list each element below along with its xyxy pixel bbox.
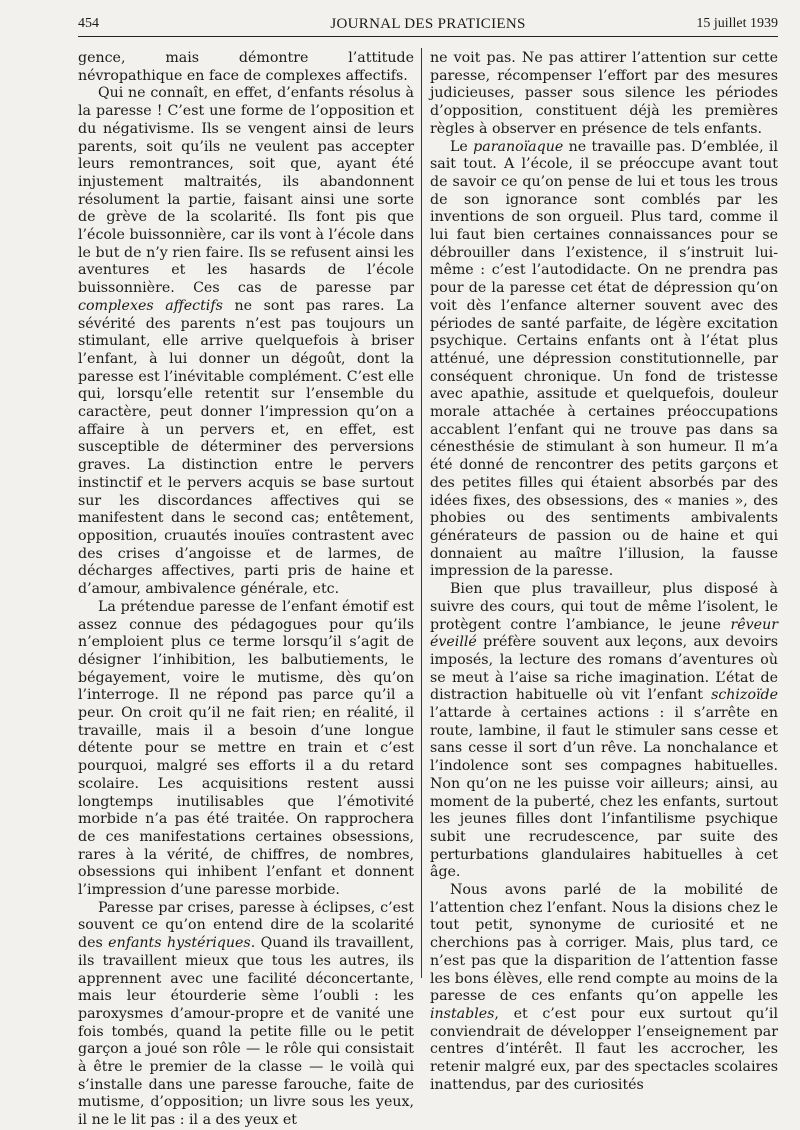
text-run: ne travaille pas. D’emblée, il sait tout. A l’école, il se préoccupe avant tout de savoir ce qu’on pense de lui et tous les trous de son ignorance sont comblés par les inventions de son orgueil. Plus tard, comme il lui faut bien certaines connaissances pour se débrouiller dans l’existence, il s’instruit lui-même : c’est l’autodidacte. On ne prendra pas pour de la paresse cet état de dépression qu’on voit dès l’enfance alterner souvent avec des périodes de santé parfaite, de légère excitation psychique. Certains enfants ont à l’état plus atténué, une dépression constitutionnelle, par conséquent chronique. Un fond de tristesse avec apathie, assitude et quelquefois, douleur morale attachée à certaines préoccupations accablent l’enfant qui ne trouve pas dans sa cénesthésie de stimulant à son humeur. Il m’a été donné de rencontrer des petits garçons et des petites filles qui étaient absorbés par des idées fixes, des obsessions, des « manies », des phobies ou des sentiments ambivalents générateurs de passion ou de haine et qui donnaient au maître l’illusion, la fausse impression de la paresse.: [430, 138, 778, 580]
text-run: l’attarde à certaines actions : il s’arrête en route, lambine, il faut le stimuler sans cesse et sans cesse il sort d’un rêve. La nonchalance et l’indolence sont ses compagnes habituelles. Non qu’on ne les puisse voir ailleurs; ainsi, au moment de la puberté, chez les enfants, surtout les jeunes filles dont l’infantilisme psychique subit une recrudescence, par suite des perturbations glandulaires habituelles à cet âge.: [430, 705, 778, 881]
italic-term: schizoïde: [711, 687, 778, 704]
text-run: Qui ne connaît, en effet, d’enfants résolus à la paresse ! C’est une forme de l’opposition et du négativisme. Ils se vengent ainsi de leurs parents, soit qu’ils ne veulent pas accepter leurs remontrances, soit que, ayant été injustement maltraités, ils abandonnent résolument la partie, faisant ainsi une sorte de grève de la scolarité. Ils font pis que l’école buissonnière, car ils vont à l’école dans le but de n’y rien faire. Ils se refusent ainsi les aventures et les hasards de l’école buissonnière. Ces cas de paresse par: [78, 85, 414, 297]
paragraph: [430, 882, 778, 1094]
italic-term: rêveur éveillé: [430, 616, 778, 651]
right-column: [430, 50, 778, 1094]
text-run: Bien que plus travailleur, plus disposé à suivre des cours, qui tout de même l’isolent, le protègent contre l’ambiance, le jeune: [430, 581, 778, 633]
left-column: [78, 50, 414, 1130]
page-number: 454: [78, 16, 99, 31]
text-run: ne voit pas. Ne pas attirer l’attention sur cette paresse, récompenser l’effort par des mesures judicieuses, passer sous silence les périodes d’opposition, constituent déjà les premières règles à observer en présence de tels enfants.: [430, 50, 778, 137]
column-divider: [421, 48, 422, 978]
text-run: Paresse par crises, paresse à éclipses, c’est souvent ce qu’on entend dire de la scolarité des: [78, 899, 414, 952]
paragraph: [78, 599, 414, 900]
paragraph: [78, 50, 414, 85]
paragraph: [430, 139, 778, 582]
text-run: ne sont pas rares. La sévérité des parents n’est pas toujours un stimulant, elle arrive quelquefois à briser l’enfant, à lui donner un dégoût, dont la paresse est l’inévitable complément. C’est elle qui, lorsqu’elle retentit sur l’ensemble du caractère, peut donner l’impression qu’on a affaire à un pervers et, en effet, est susceptible de déterminer des perversions graves. La distinction entre le pervers instinctif et le pervers acquis se base surtout sur les discordances affectives qui se manifestent dans le second cas; entêtement, opposition, cruautés inouïes contrastent avec des crises d’angoisse et de larmes, de décharges affectives, parti pris de haine et d’amour, ambivalence générale, etc.: [78, 297, 414, 598]
text-run: La prétendue paresse de l’enfant émotif est assez connue des pédagogues pour qu’ils n’emploient plus ce terme lorsqu’il s’agit de désigner l’inhibition, les balbutiements, le bégayement, voire le mutisme, dès qu’on l’interroge. Il ne répond pas parce qu’il a peur. On croit qu’il ne fait rien; en réalité, il travaille, mais il a besoin d’une longue détente pour se mettre en train et c’est pourquoi, malgré ses efforts il a du retard scolaire. Les acquisitions restent aussi longtemps inutilisables que l’émotivité morbide n’a pas été traitée. On rapprochera de ces manifestations certaines obsessions, rares à la vérité, de chiffres, de nombres, obsessions qui inhibent l’enfant et donnent l’impression d’une paresse morbide.: [78, 598, 414, 899]
italic-term: instables: [430, 1005, 495, 1022]
italic-term: enfants hystériques: [108, 935, 251, 952]
text-run: Le: [450, 138, 474, 155]
text-run: préfère souvent aux leçons, aux devoirs imposés, la lecture des romans d’aventures où se meut à l’aise sa riche imagination. L’état de distraction habituelle où vit l’enfant: [430, 634, 778, 704]
text-run: Nous avons parlé de la mobilité de l’attention chez l’enfant. Nous la disions chez le tout petit, synonyme de curiosité et ne cherchions pas à corriger. Mais, plus tard, ce n’est pas que la disparition de l’attention fasse les bons élèves, elle rend compte au moins de la paresse de ces enfants qu’on appelle les: [430, 882, 778, 1005]
page-header: [78, 8, 778, 37]
text-run: gence, mais démontre l’attitude névropathique en face de complexes affectifs.: [78, 50, 414, 84]
journal-title: JOURNAL DES PRATICIENS: [330, 16, 526, 32]
paragraph: [430, 581, 778, 882]
text-run: . Quand ils travaillent, ils travaillent mieux que tous les autres, ils apprennent avec une facilité déconcertante, mais leur étourderie sème l’oubli : les paroxysmes d’amour-propre et de vanité une fois tombés, quand la petite fille ou le petit garçon a joué son rôle — le rôle qui consistait à être le premier de la classe — le voilà qui s’installe dans une paresse farouche, faite de mutisme, d’opposition; un livre sous les yeux, il ne le lit pas : il a des yeux et: [78, 935, 414, 1129]
paragraph: [430, 50, 778, 139]
paragraph: [78, 900, 414, 1130]
italic-term: complexes affectifs: [78, 297, 223, 314]
text-run: , et c’est pour eux surtout qu’il conviendrait de développer l’enseignement par centres d’intérêt. Il faut les accrocher, les retenir malgré eux, par des spectacles scolaires inattendus, par des curiosités: [430, 1005, 778, 1093]
italic-term: paranoïaque: [473, 138, 564, 155]
paragraph: [78, 85, 414, 598]
issue-date: 15 juillet 1939: [696, 16, 778, 31]
